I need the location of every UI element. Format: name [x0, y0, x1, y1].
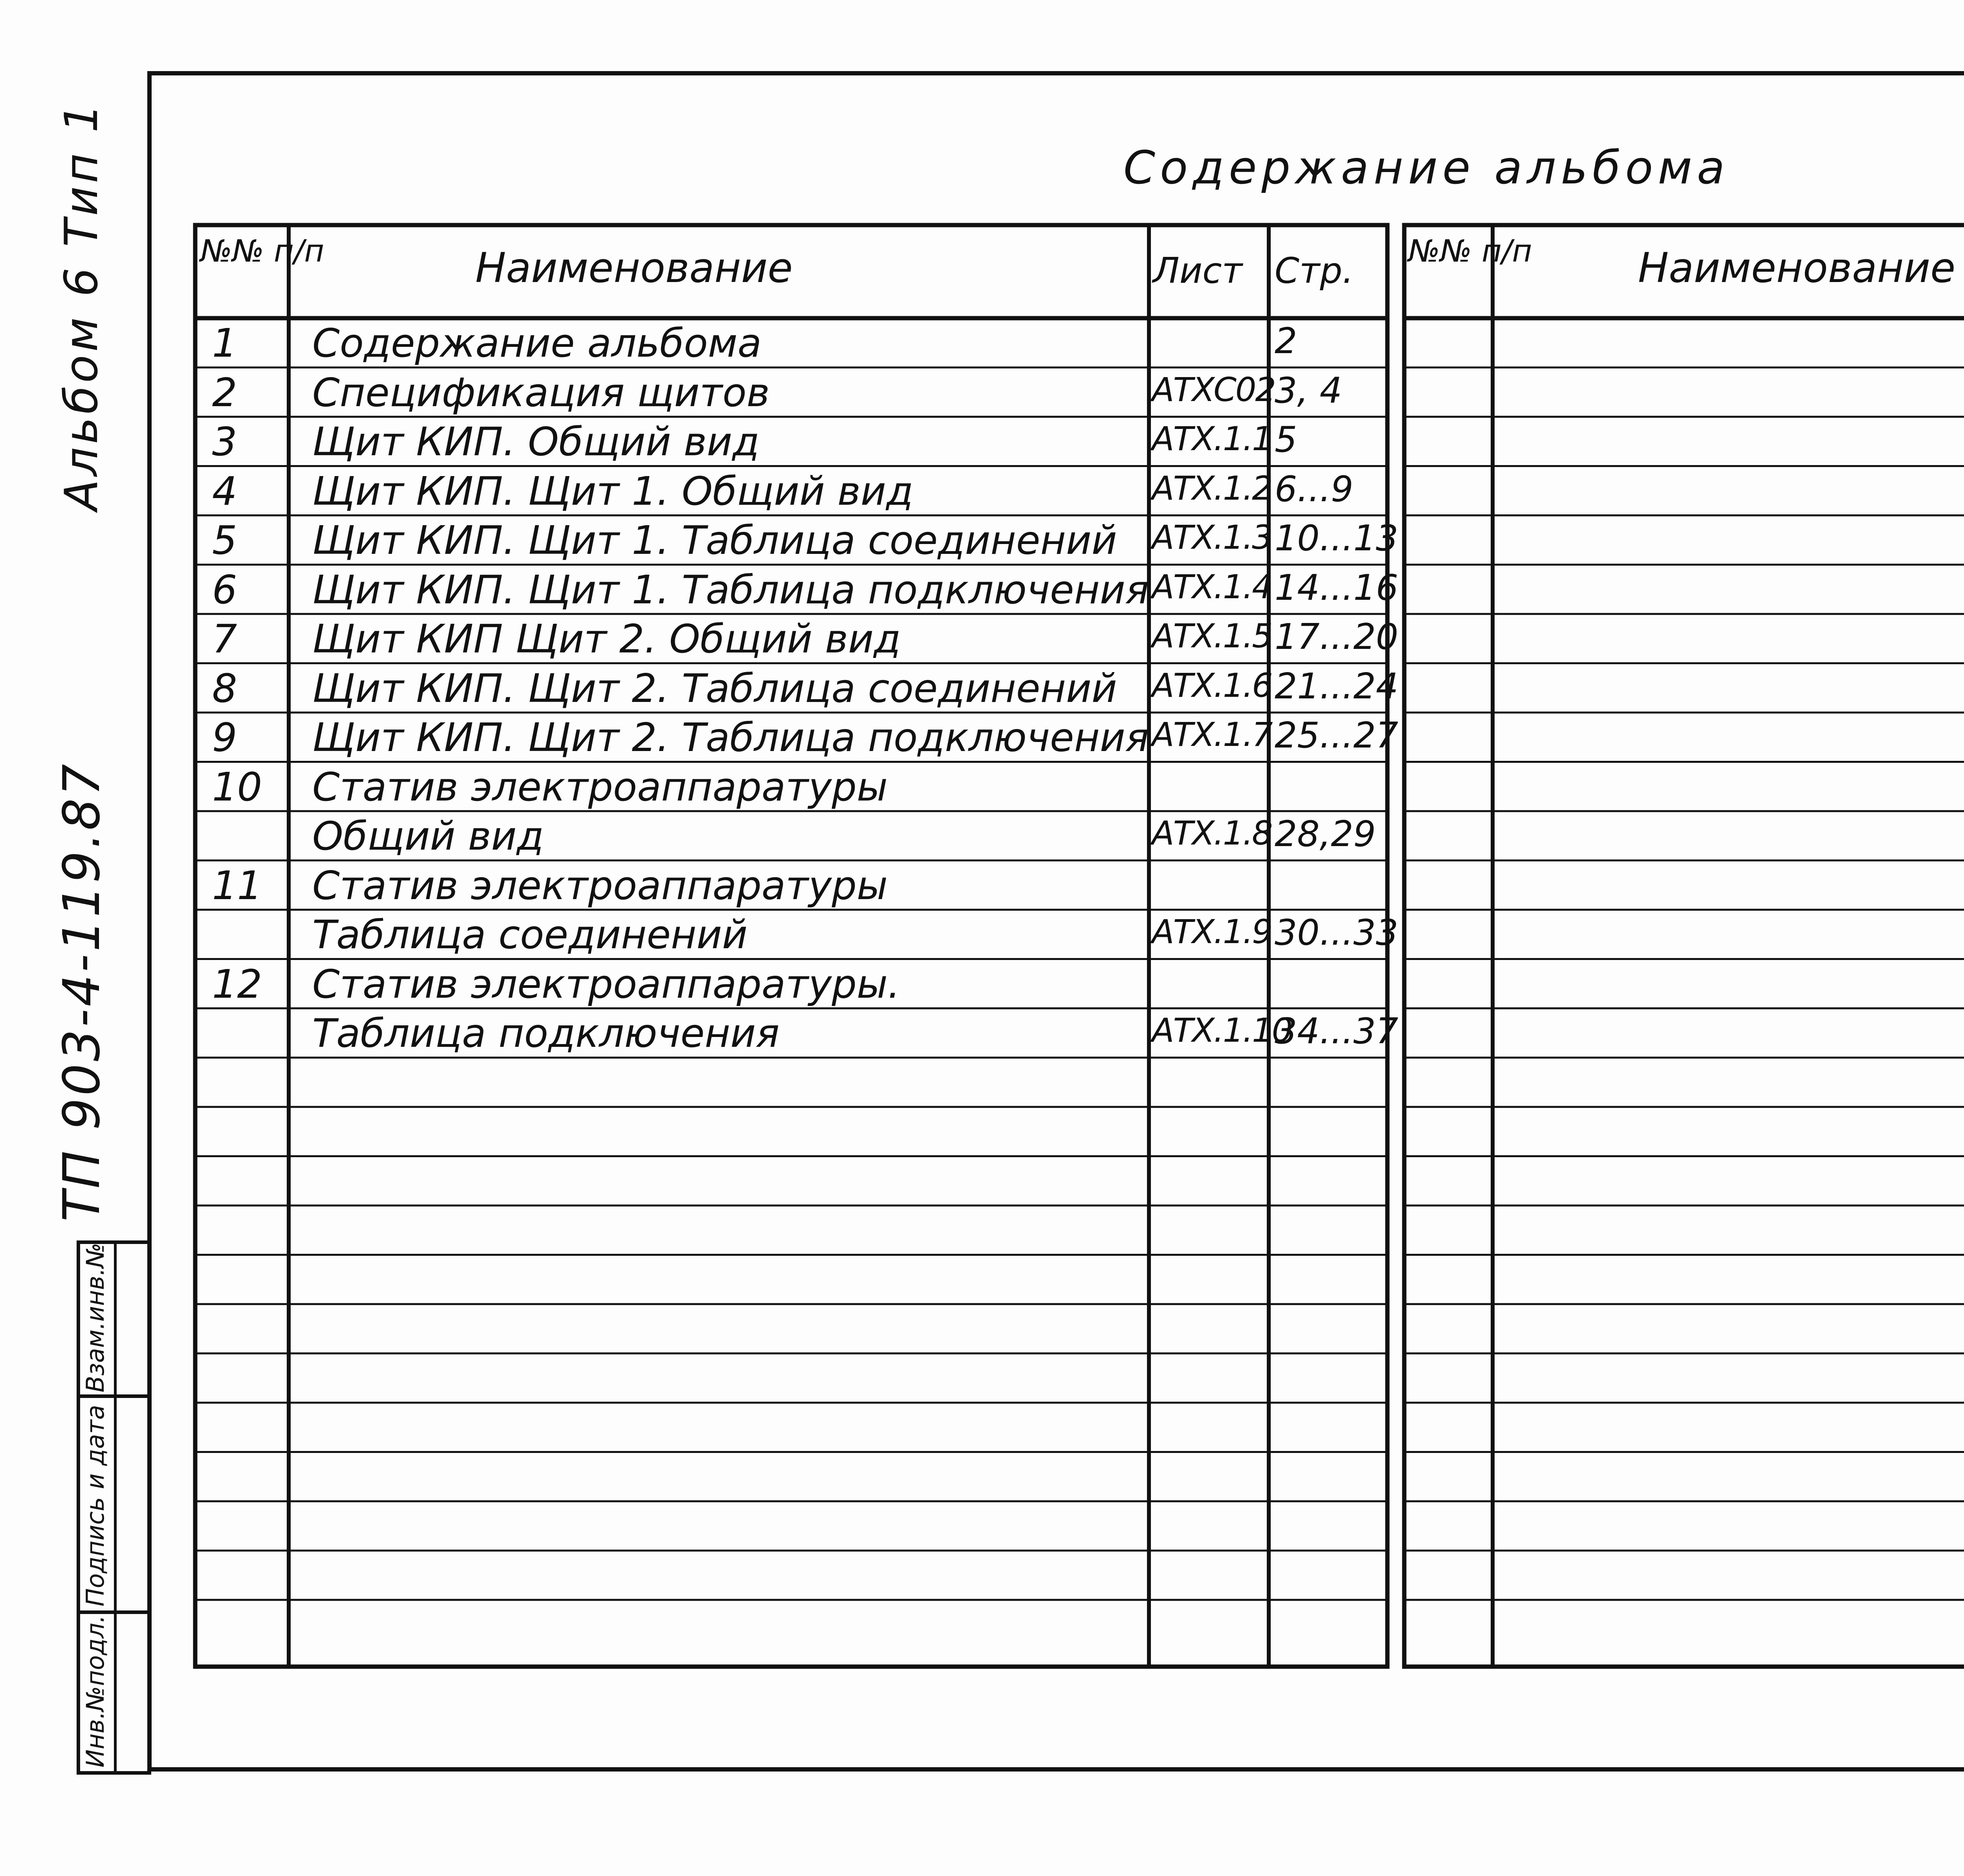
row-name: Статив электроаппаратуры — [312, 764, 888, 810]
stamp-inv-orig: Инв.№подл. — [81, 1615, 110, 1768]
row-number: 10 — [212, 764, 262, 810]
left-header-num: №№ п/п — [200, 234, 324, 269]
row-pages: 5 — [1275, 419, 1297, 460]
row-name: Таблица подключения — [312, 1010, 780, 1056]
row-name: Щит КИП. Щит 1. Таблица подключения — [312, 566, 1149, 613]
left-header-page: Стр. — [1275, 250, 1354, 291]
page-title: Содержание альбома — [1123, 141, 1729, 194]
row-pages: 6...9 — [1275, 468, 1354, 510]
row-name: Щит КИП. Общий вид — [312, 419, 760, 465]
row-pages: 21...24 — [1275, 665, 1398, 707]
row-name: Щит КИП. Щит 2. Таблица подключения — [312, 714, 1149, 760]
row-sheet: АТХ.1.5 — [1152, 617, 1272, 655]
row-sheet: АТХ.1.8 — [1152, 814, 1272, 852]
left-header-sheet: Лист — [1153, 250, 1243, 291]
right-header-num: №№ п/п — [1408, 234, 1532, 269]
row-sheet: АТХ.1.1 — [1152, 420, 1272, 458]
left-header-name: Наименование — [475, 244, 793, 292]
row-name: Общий вид — [312, 813, 544, 859]
right-header-name: Наименование — [1638, 244, 1956, 292]
row-number: 5 — [212, 517, 237, 563]
row-number: 7 — [212, 616, 237, 662]
right-table-border — [1404, 225, 1964, 1667]
row-name: Содержание альбома — [312, 320, 762, 366]
row-pages: 30...33 — [1275, 912, 1398, 953]
document-number: ТП 903-4-119.87 — [53, 761, 111, 1222]
row-number: 2 — [212, 369, 237, 416]
row-sheet: АТХС02 — [1152, 370, 1275, 409]
row-pages: 2 — [1275, 321, 1297, 362]
row-number: 1 — [212, 320, 237, 366]
row-pages: 34...37 — [1275, 1011, 1398, 1052]
row-number: 6 — [212, 566, 237, 613]
row-name: Щит КИП. Щит 1. Таблица соединений — [312, 517, 1117, 563]
stamp-inv-repl: Взам.инв.№ — [81, 1242, 110, 1392]
row-name: Щит КИП. Щит 2. Таблица соединений — [312, 665, 1117, 711]
row-sheet: АТХ.1.3 — [1152, 518, 1272, 557]
row-number: 4 — [212, 468, 237, 514]
row-pages: 3, 4 — [1275, 370, 1342, 411]
row-sheet: АТХ.1.4 — [1152, 567, 1272, 606]
row-sheet: АТХ.1.9 — [1152, 912, 1272, 951]
row-number: 3 — [212, 419, 237, 465]
row-name: Щит КИП. Щит 1. Общий вид — [312, 468, 913, 514]
row-name: Таблица соединений — [312, 912, 748, 958]
album-label: Альбом 6 Тип 1 — [55, 100, 108, 511]
row-name: Статив электроаппаратуры — [312, 862, 888, 909]
row-number: 12 — [212, 961, 262, 1007]
stamp-sign-date: Подпись и дата — [81, 1405, 110, 1607]
row-pages: 17...20 — [1275, 616, 1398, 658]
row-pages: 28,29 — [1275, 813, 1376, 855]
row-name: Спецификация щитов — [312, 369, 770, 416]
row-name: Статив электроаппаратуры. — [312, 961, 900, 1007]
row-number: 8 — [212, 665, 237, 711]
row-sheet: АТХ.1.6 — [1152, 666, 1272, 705]
row-name: Щит КИП Щит 2. Общий вид — [312, 616, 901, 662]
row-sheet: АТХ.1.7 — [1152, 715, 1272, 754]
row-sheet: АТХ.1.2 — [1152, 469, 1272, 507]
row-pages: 25...27 — [1275, 715, 1398, 756]
row-number: 9 — [212, 714, 237, 760]
row-sheet: АТХ.1.10 — [1152, 1011, 1292, 1050]
row-pages: 10...13 — [1275, 518, 1398, 559]
row-number: 11 — [212, 862, 262, 909]
row-pages: 14...16 — [1275, 567, 1398, 608]
